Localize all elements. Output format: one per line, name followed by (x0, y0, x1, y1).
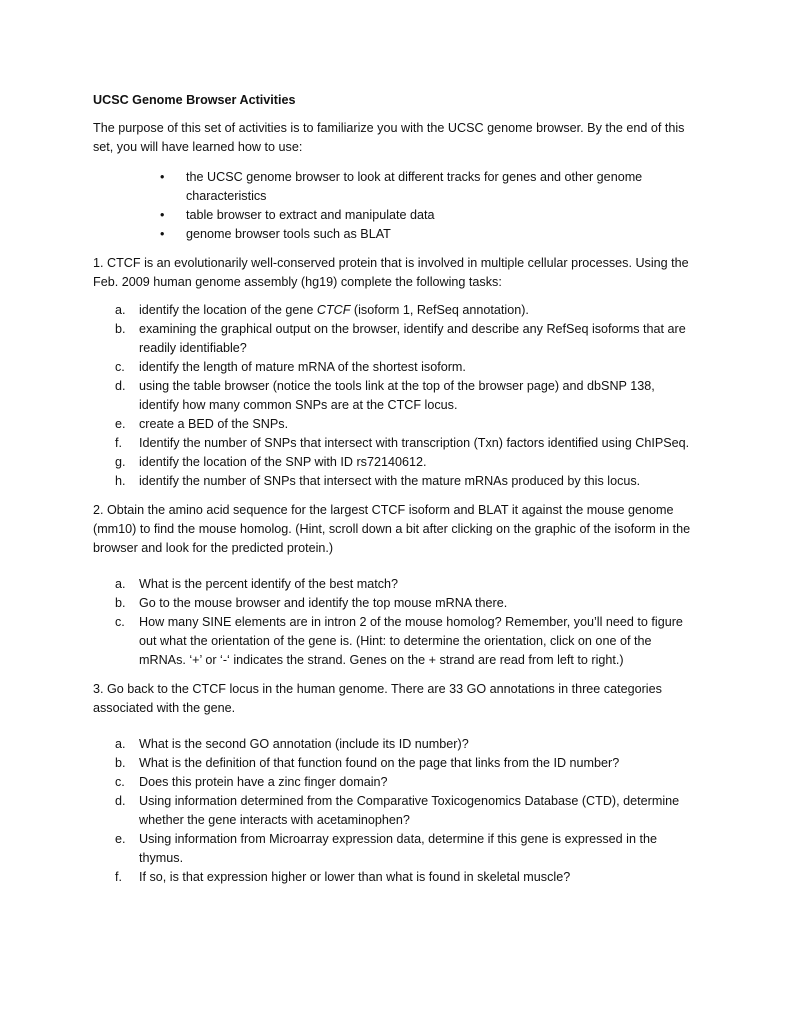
question-3-intro: 3. Go back to the CTCF locus in the human genome. There are 33 GO annotations in three categories associated with the gene. (93, 682, 662, 715)
question-2-intro: 2. Obtain the amino acid sequence for the largest CTCF isoform and BLAT it against the mouse genome (mm10) to find the mouse homolog. (Hint, scroll down a bit after clicking on the graphic of the isoform in the browser and look for the predicted protein.) (93, 503, 691, 555)
list-item: a. What is the percent identify of the best match? (115, 577, 399, 591)
list-item: d. using the table browser (notice the tools link at the top of the browser page) and dbSNP 138, identify how many common SNPs are at the CTCF locus. (115, 379, 655, 412)
question-1-tasks (93, 301, 693, 491)
document-page (93, 91, 693, 897)
list-item: d. Using information determined from the Comparative Toxicogenomics Database (CTD), determine whether the gene interacts with acetaminophen? (115, 794, 680, 827)
bullet-icon: • (160, 170, 165, 184)
gene-name: CTCF (316, 303, 351, 317)
list-item: a. identify the location of the gene CTCF (isoform 1, RefSeq annotation). (115, 303, 529, 317)
list-item: b. examining the graphical output on the browser, identify and describe any RefSeq isoforms that are readily identifiable? (115, 322, 686, 355)
list-item: c. identify the length of mature mRNA of the shortest isoform. (115, 360, 466, 374)
list-item: • genome browser tools such as BLAT (93, 225, 693, 244)
bullet-icon: • (160, 208, 165, 222)
question-1-intro: 1. CTCF is an evolutionarily well-conserved protein that is involved in multiple cellular processes. Using the Feb. 2009 human genome assembly (hg19) complete the following tasks: (93, 256, 689, 289)
intro-paragraph: The purpose of this set of activities is to familiarize you with the UCSC genome browser. By the end of this set, you will have learned how to use: (93, 121, 685, 154)
list-item: c. Does this protein have a zinc finger domain? (115, 775, 388, 789)
list-item: e. Using information from Microarray expression data, determine if this gene is expressed in the thymus. (115, 832, 657, 865)
list-item: b. What is the definition of that function found on the page that links from the ID number? (115, 756, 620, 770)
question-3-tasks (93, 735, 693, 887)
list-item: f. Identify the number of SNPs that intersect with transcription (Txn) factors identified using ChIPSeq. (115, 436, 690, 450)
list-item: h. identify the number of SNPs that intersect with the mature mRNAs produced by this locus. (115, 474, 641, 488)
list-item: a. What is the second GO annotation (include its ID number)? (115, 737, 469, 751)
list-item: • the UCSC genome browser to look at different tracks for genes and other genome characteristics (160, 170, 643, 203)
bullet-icon: • (160, 227, 165, 241)
question-2-tasks (93, 575, 693, 670)
intro-bullet-list (93, 168, 693, 244)
list-item: e. create a BED of the SNPs. (115, 417, 289, 431)
list-item: b. Go to the mouse browser and identify the top mouse mRNA there. (115, 596, 508, 610)
list-item: g. identify the location of the SNP with ID rs72140612. (115, 455, 427, 469)
list-item: c. How many SINE elements are in intron 2 of the mouse homolog? Remember, you’ll need to figure out what the orientation of the gene is. (Hint: to determine the orientation, click on one of the mRNAs. ‘+’ or ‘-‘ indicates the strand. Genes on the + strand are read from left to right.) (115, 615, 683, 667)
document-title: UCSC Genome Browser Activities (93, 93, 296, 107)
list-item: f. If so, is that expression higher or lower than what is found in skeletal muscle? (115, 870, 571, 884)
list-item: • table browser to extract and manipulate data (93, 206, 693, 225)
